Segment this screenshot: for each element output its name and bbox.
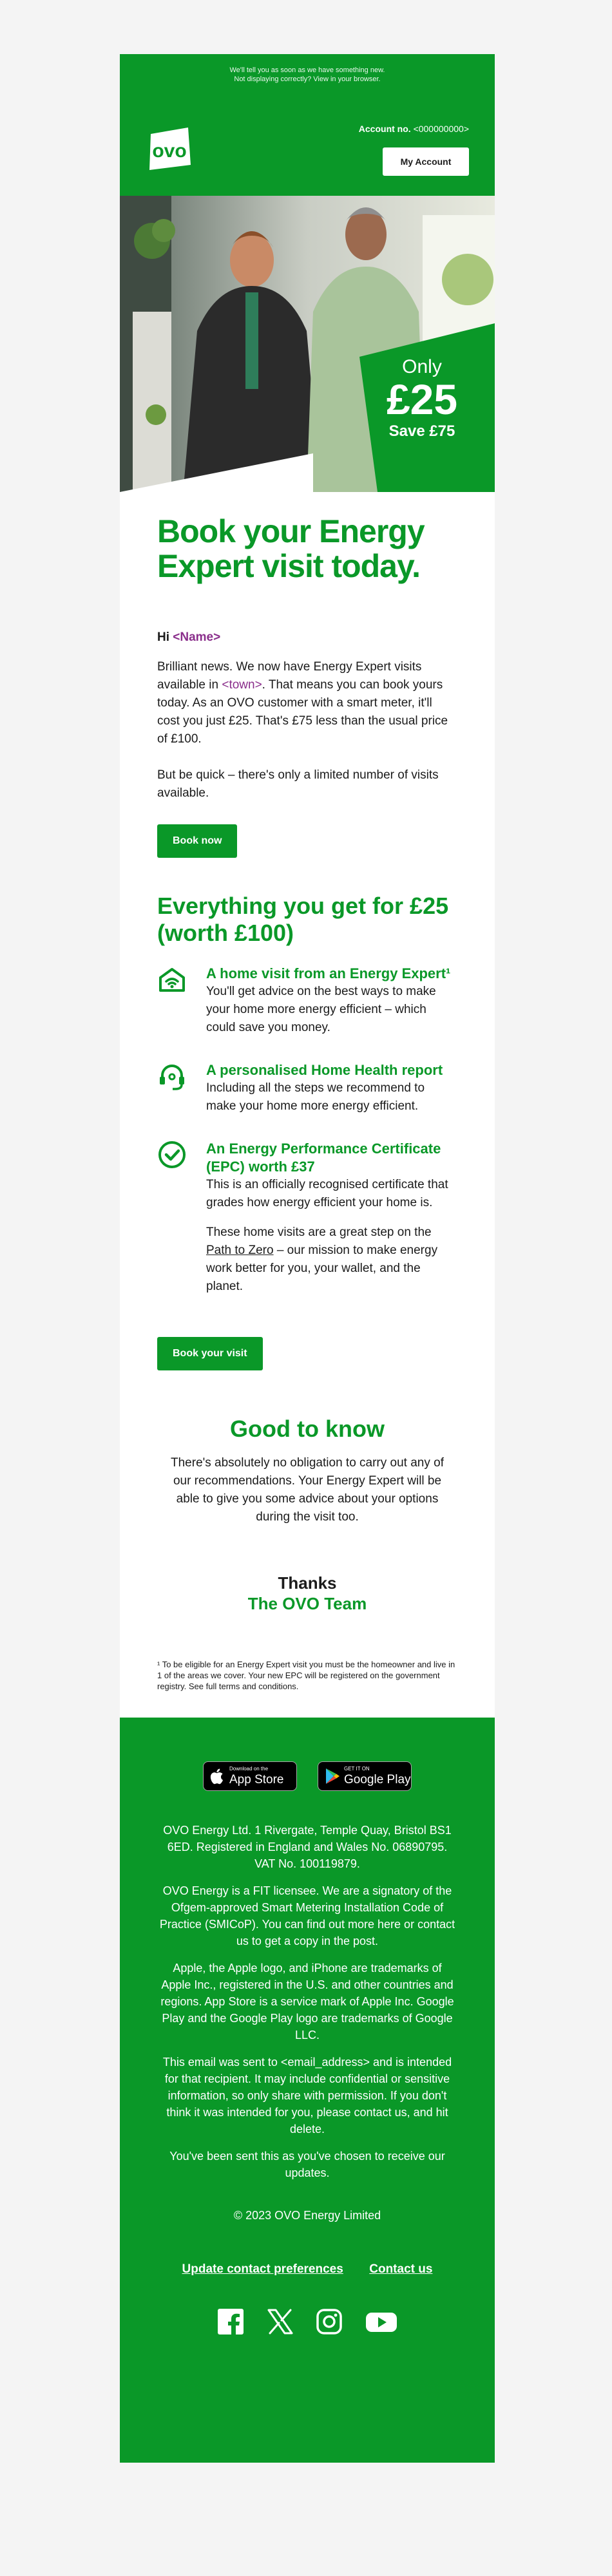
ovo-logo[interactable] bbox=[146, 125, 193, 173]
everything-heading: Everything you get for £25 (worth £100) bbox=[157, 893, 449, 946]
signoff-team: The OVO Team bbox=[247, 1594, 367, 1613]
preheader-line-1: We'll tell you as soon as we have something new. bbox=[229, 66, 385, 74]
feature-title: A personalised Home Health report bbox=[206, 1062, 443, 1078]
email-body bbox=[120, 492, 495, 1718]
app-store-badge[interactable] bbox=[203, 1761, 297, 1791]
account-number bbox=[359, 124, 469, 134]
intro-paragraph bbox=[157, 658, 457, 748]
google-play-small: GET IT ON bbox=[344, 1766, 370, 1772]
feature-text: This is an officially recognised certificate that grades how energy efficient your home is. bbox=[206, 1178, 448, 1209]
price-save: Save £75 bbox=[388, 422, 455, 440]
footer-links bbox=[157, 2262, 457, 2277]
hero-image bbox=[120, 196, 495, 492]
intro-town: <town> bbox=[222, 678, 262, 692]
contact-us-link[interactable]: Contact us bbox=[369, 2262, 433, 2276]
home-wifi-icon bbox=[157, 965, 187, 994]
account-label: Account no. bbox=[358, 124, 411, 134]
good-to-know-heading: Good to know bbox=[230, 1416, 385, 1442]
path-to-zero-link[interactable]: Path to Zero bbox=[206, 1244, 274, 1257]
headset-icon bbox=[157, 1061, 187, 1091]
google-play-large: Google Play bbox=[344, 1773, 411, 1786]
google-play-badge[interactable] bbox=[318, 1761, 412, 1791]
instagram-icon[interactable] bbox=[315, 2307, 343, 2339]
feature-text: Including all the steps we recommend to make your home more energy efficient. bbox=[206, 1081, 425, 1113]
google-play-icon bbox=[325, 1768, 340, 1785]
fit-info: OVO Energy is a FIT licensee. We are a signatory of the Ofgem-approved Smart Metering Installation Code of Practice (SMICoP). You can find out more here or contact us to get a copy in the post. bbox=[159, 1884, 455, 1947]
facebook-icon[interactable] bbox=[216, 2307, 245, 2339]
apple-icon bbox=[210, 1767, 225, 1785]
greeting-name: <Name> bbox=[173, 630, 221, 644]
svg-text:ovo: ovo bbox=[152, 140, 187, 162]
signoff-thanks: Thanks bbox=[278, 1573, 337, 1593]
headline: Book your Energy Expert visit today. bbox=[157, 513, 425, 584]
copyright: © 2023 OVO Energy Limited bbox=[233, 2209, 381, 2222]
email-footer bbox=[120, 1718, 495, 2463]
book-your-visit-button[interactable]: Book your visit bbox=[157, 1337, 263, 1370]
footnote: ¹ To be eligible for an Energy Expert visit you must be the homeowner and live in 1 of the areas we cover. Your new EPC will be registered on the government registry. See full terms and conditions. bbox=[157, 1660, 455, 1691]
feature-title: An Energy Performance Certificate (EPC) worth £37 bbox=[206, 1141, 441, 1175]
social-links bbox=[157, 2307, 457, 2339]
app-badges bbox=[157, 1761, 457, 1790]
feature-home-health bbox=[157, 1061, 457, 1115]
path-to-zero-paragraph bbox=[206, 1224, 457, 1296]
intro-part-1: Brilliant news. We now have Energy Expert visits available in bbox=[157, 660, 422, 692]
youtube-icon[interactable] bbox=[365, 2307, 398, 2339]
company-info: OVO Energy Ltd. 1 Rivergate, Temple Quay, Bristol BS1 6ED. Registered in England and Wales No. 06890795. VAT No. 100119879. bbox=[163, 1824, 452, 1870]
price-amount: £25 bbox=[386, 375, 458, 423]
book-now-button[interactable]: Book now bbox=[157, 824, 237, 858]
hurry-paragraph: But be quick – there's only a limited number of visits available. bbox=[157, 768, 439, 800]
account-value: <000000000> bbox=[413, 124, 469, 134]
reason-info: You've been sent this as you've chosen to receive our updates. bbox=[169, 2150, 445, 2179]
greeting-hi: Hi bbox=[157, 630, 169, 644]
path-part-2: – our mission to make energy work better for you, your wallet, and the planet. bbox=[206, 1244, 438, 1293]
price-only: Only bbox=[402, 356, 442, 377]
my-account-button[interactable]: My Account bbox=[383, 147, 469, 176]
email-container bbox=[120, 54, 495, 2463]
price-badge bbox=[367, 344, 477, 440]
check-circle-icon bbox=[157, 1140, 187, 1170]
good-to-know-text: There's absolutely no obligation to carry out any of our recommendations. Your Energy Expert will be able to give you some advice about your options during the visit too. bbox=[171, 1456, 444, 1524]
preheader bbox=[120, 66, 495, 84]
recipient-info: This email was sent to <email_address> and is intended for that recipient. It may include confidential or sensitive information, so only share with permission. If you don't think it was intended for you, please contact us, and hit delete. bbox=[162, 2056, 452, 2136]
greeting bbox=[157, 629, 457, 647]
intro-part-2: . That means you can book yours today. As an OVO customer with a smart meter, it'll cost you just £25. That's £75 less than the usual price of £100. bbox=[157, 678, 448, 746]
feature-text: You'll get advice on the best ways to make your home more energy efficient – which could save you money. bbox=[206, 985, 436, 1034]
trademark-info: Apple, the Apple logo, and iPhone are trademarks of Apple Inc., registered in the U.S. and other countries and regions. App Store is a service mark of Apple Inc. Google Play and the Google Play logo are trademarks of Google LLC. bbox=[160, 1962, 454, 2041]
feature-home-visit bbox=[157, 965, 457, 1037]
email-header bbox=[120, 54, 495, 196]
path-part-1: These home visits are a great step on the bbox=[206, 1226, 432, 1239]
feature-title: A home visit from an Energy Expert¹ bbox=[206, 965, 451, 981]
x-icon[interactable] bbox=[266, 2307, 294, 2339]
app-store-large: App Store bbox=[229, 1773, 284, 1786]
update-preferences-link[interactable]: Update contact preferences bbox=[182, 2262, 343, 2276]
preheader-line-2[interactable]: Not displaying correctly? View in your browser. bbox=[234, 75, 381, 83]
feature-epc bbox=[157, 1140, 457, 1296]
app-store-small: Download on the bbox=[229, 1766, 269, 1772]
